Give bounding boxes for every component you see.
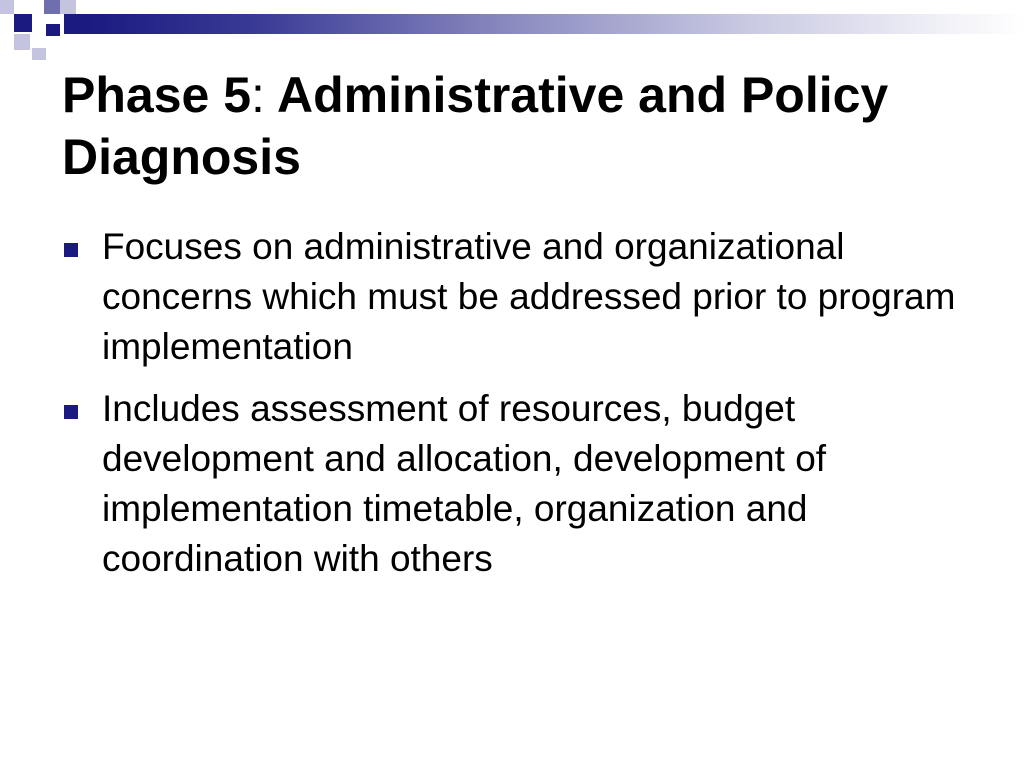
decor-square-light bbox=[32, 48, 46, 60]
decor-square-navy bbox=[14, 14, 32, 32]
bullet-text: Focuses on administrative and organizational concerns which must be addressed prior to program implementation bbox=[102, 226, 956, 367]
bullet-item bbox=[62, 384, 972, 584]
square-bullet-icon bbox=[64, 243, 78, 257]
decor-square-mid bbox=[44, 0, 60, 14]
title-colon: : bbox=[251, 67, 265, 123]
bullet-item bbox=[62, 222, 972, 372]
decor-square-navy bbox=[64, 14, 88, 34]
bullet-text: Includes assessment of resources, budget development and allocation, development of implementation timetable, organization and coordination with others bbox=[102, 388, 827, 579]
header-gradient-bar bbox=[88, 14, 1024, 34]
decor-square-navy bbox=[46, 24, 60, 36]
decor-square-light bbox=[14, 34, 30, 50]
decor-square-light bbox=[60, 0, 76, 14]
decor-square-light bbox=[0, 0, 14, 14]
title-heading: Administrative and Policy Diagnosis bbox=[62, 67, 889, 185]
title-phase: Phase 5 bbox=[62, 67, 252, 123]
slide-title bbox=[62, 64, 962, 188]
bullet-list bbox=[62, 222, 972, 596]
square-bullet-icon bbox=[64, 405, 78, 419]
